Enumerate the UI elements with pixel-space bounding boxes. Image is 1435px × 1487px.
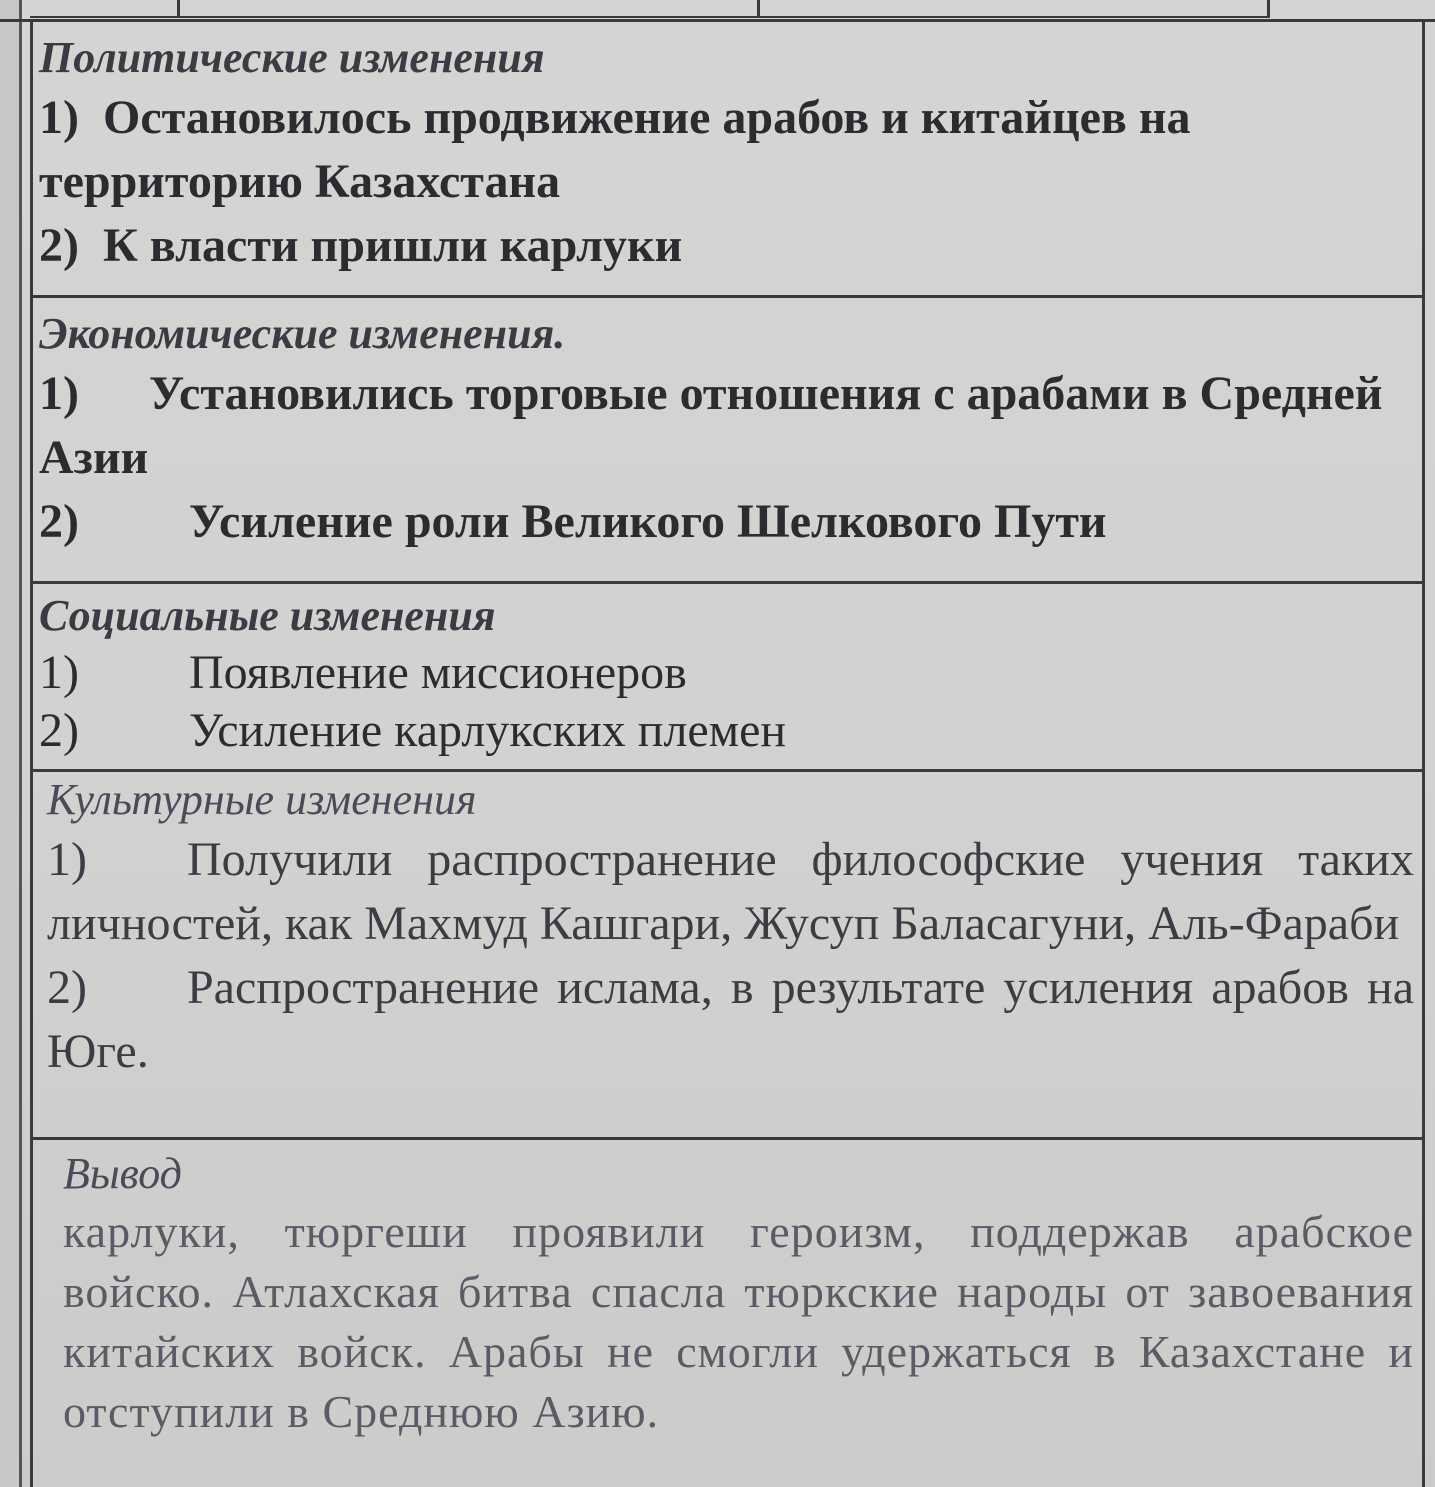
table-top-border [0, 0, 1435, 22]
item-text: Остановилось продвижение арабов и китайцев на территорию Казахстана [39, 91, 1191, 208]
list-item [47, 828, 1414, 956]
section-conclusion [33, 1140, 1422, 1487]
section-heading: Экономические изменения. [39, 309, 566, 358]
item-number: 2) [39, 495, 79, 548]
section-heading: Социальные изменения [39, 591, 496, 640]
list-item [39, 644, 1414, 702]
item-text: Усиление карлукских племен [188, 704, 787, 757]
section-cultural [33, 772, 1422, 1140]
item-number: 2) [39, 219, 79, 272]
list-item [39, 702, 1414, 760]
section-economic [33, 298, 1422, 584]
section-heading: Культурные изменения [47, 775, 477, 824]
section-heading: Вывод [63, 1149, 182, 1198]
item-text: Получили распространение философские учения таких личностей, как Махмуд Кашгари, Жусуп Баласагуни, Аль-Фараби [47, 833, 1414, 950]
item-number: 1) [39, 91, 79, 144]
item-text: Распространение ислама, в результате усиления арабов на Юге. [47, 961, 1414, 1078]
page-edge [0, 0, 22, 1487]
section-social [33, 584, 1422, 772]
summary-table [30, 22, 1425, 1487]
list-item [39, 490, 1414, 554]
section-heading: Политические изменения [39, 33, 545, 82]
item-number: 1) [39, 646, 79, 699]
item-text: Появление миссионеров [188, 646, 687, 699]
conclusion-text: карлуки, тюргеши проявили героизм, поддержав арабское войско. Атлахская битва спасла тюркские народы от завоевания китайских войск. Арабы не смогли удержаться в Казахстане и отступили в Среднюю Азию. [63, 1206, 1414, 1437]
section-political [33, 30, 1422, 298]
item-text: К власти пришли карлуки [102, 219, 683, 272]
list-item [47, 956, 1414, 1084]
item-text: Установились торговые отношения с арабами в Средней Азии [39, 367, 1383, 484]
item-number: 2) [39, 704, 79, 757]
item-text: Усиление роли Великого Шелкового Пути [188, 495, 1107, 548]
item-number: 1) [39, 367, 79, 420]
item-number: 1) [47, 833, 87, 886]
list-item [39, 214, 1414, 278]
list-item [39, 362, 1414, 490]
list-item [39, 86, 1414, 214]
item-number: 2) [47, 961, 87, 1014]
